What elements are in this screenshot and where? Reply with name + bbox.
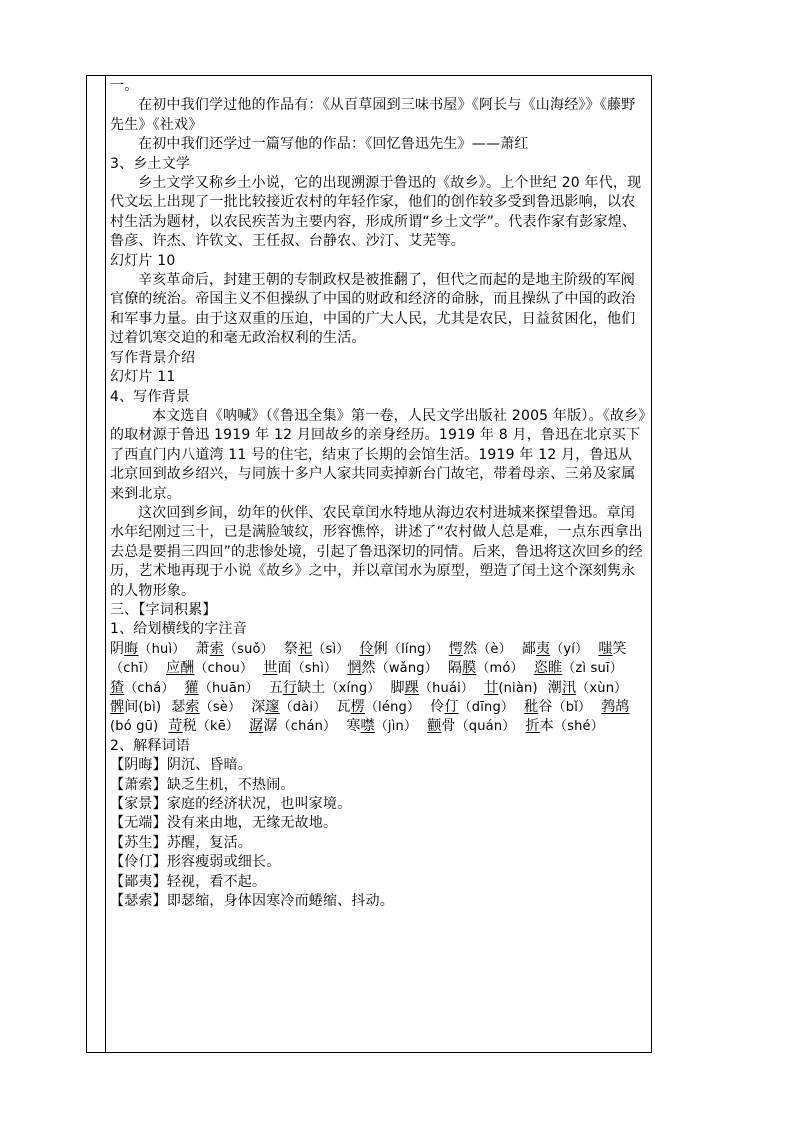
pinyin-reading: （dīng） — [458, 700, 515, 715]
pinyin-underlined-char: 颧 — [427, 718, 442, 735]
pinyin-underlined-char: 晦 — [124, 640, 139, 657]
pinyin-word-suffix: 谷 — [538, 699, 553, 715]
pinyin-reading: （suǒ） — [223, 641, 274, 657]
definition-text: 阴沉、昏暗。 — [166, 757, 253, 774]
pinyin-reading: （jìn） — [374, 719, 418, 735]
pinyin-reading: （sè） — [199, 700, 242, 715]
pinyin-reading: （huān） — [198, 680, 259, 696]
pinyin-underlined-char: 仃 — [444, 699, 459, 715]
definition-term: 【阴晦】 — [110, 757, 167, 774]
pinyin-reading: （sì） — [312, 641, 350, 657]
pinyin-item — [110, 699, 161, 715]
pinyin-item — [346, 718, 417, 734]
pinyin-item — [430, 699, 514, 715]
pinyin-item — [110, 641, 186, 657]
pinyin-underlined-char: 秕 — [524, 699, 539, 715]
definition-item — [110, 814, 646, 833]
pinyin-word-prefix: 五 — [268, 679, 283, 696]
text-paragraph: 本文选自《呐喊》（《鲁迅全集》第一卷，人民文学出版社 2005 年版）。《故乡》的取材源于鲁迅 1919 年 12 月回故乡的亲身经历。1919 年 8 月，鲁迅在北京买下了西直门内八道湾 11 号的住宅，结束了长期的会馆生活。1919 年 12 月，鲁迅从北京回到故乡绍兴，与同族十多户人家共同卖掉新台门故宅，带着母亲、三弟及家属来到北京。 — [110, 407, 646, 502]
section-heading: 2、解释词语 — [110, 737, 191, 754]
pinyin-underlined-char: 折 — [525, 718, 540, 735]
pinyin-item — [548, 680, 628, 696]
pinyin-word-suffix: 税 — [182, 718, 197, 735]
pinyin-underlined-char: 夷 — [536, 640, 551, 657]
section-heading: 4、写作背景 — [110, 388, 191, 405]
pinyin-reading: （huì） — [138, 641, 186, 657]
pinyin-word-suffix: 间 — [124, 699, 139, 715]
pinyin-word-suffix: 然 — [463, 640, 478, 657]
text-line: 写作背景介绍 — [110, 349, 196, 366]
pinyin-item — [168, 718, 239, 734]
pinyin-list — [110, 640, 646, 737]
pinyin-item — [449, 641, 512, 657]
pinyin-underlined-char: 楞 — [350, 699, 365, 715]
pinyin-underlined-char: 汛 — [561, 679, 577, 696]
pinyin-reading: （bǐ） — [552, 700, 592, 715]
pinyin-item — [249, 718, 336, 734]
pinyin-reading: （wǎng） — [375, 661, 438, 677]
pinyin-item — [390, 680, 474, 696]
pinyin-reading: （è） — [477, 641, 512, 657]
text-line: 在初中我们还学过一篇写他的作品：《回忆鲁迅先生》——萧红 — [138, 136, 529, 153]
text-paragraph: 辛亥革命后，封建王朝的专制政权是被推翻了，但代之而起的是地主阶级的军阀官僚的统治。帝国主义不但操纵了中国的财政和经济的命脉，而且操纵了中国的政治和军事力量。由于这双重的压迫，中国的广大人民，尤其是农民，日益贫困化，他们过着饥寒交迫的和毫无政治权利的生活。 — [110, 272, 636, 347]
pinyin-item — [263, 660, 337, 676]
pinyin-item — [251, 699, 326, 715]
pinyin-underlined-char: 獾 — [184, 679, 199, 696]
text-paragraph: 这次回到乡间，幼年的伙伴、农民章闰水特地从海边农村进城来探望鲁迅。章闰水年纪刚过三十，已是满脸皱纹，形容憔悴，讲述了“农村做人总是难，一点东西拿出去总是要捐三四回”的悲惨处境，引起了鲁迅深切的同情。后来，鲁迅将这次回乡的经历，艺术地再现于小说《故乡》之中，并以章闰水为原型，塑造了闰土这个深刻隽永的人物形象。 — [110, 504, 643, 599]
pinyin-reading: （quán） — [455, 719, 516, 735]
table-column-divider — [105, 76, 106, 1052]
pinyin-word-prefix: 瑟 — [171, 699, 186, 715]
pinyin-reading: （léng） — [364, 700, 421, 715]
pinyin-item — [448, 660, 524, 676]
pinyin-word-prefix: 深 — [251, 699, 266, 715]
pinyin-reading: (bì) — [138, 700, 162, 715]
pinyin-item — [524, 699, 591, 715]
definition-item — [110, 756, 646, 775]
pinyin-reading: （chá） — [124, 680, 175, 696]
pinyin-reading: （yí） — [550, 641, 589, 657]
pinyin-reading: （xíng） — [325, 680, 381, 696]
text-line: 幻灯片 11 — [110, 369, 176, 386]
definition-list — [110, 756, 646, 911]
pinyin-word-suffix: 骨 — [441, 718, 456, 735]
pinyin-word-prefix: 寒 — [346, 718, 361, 735]
pinyin-underlined-char: 潺 — [249, 718, 264, 735]
pinyin-item — [196, 641, 274, 657]
page-content — [110, 77, 646, 911]
pinyin-word-prefix: 伶 — [430, 699, 445, 715]
definition-term: 【伶仃】 — [110, 854, 167, 871]
pinyin-item — [284, 641, 350, 657]
definition-text: 形容瘦弱或细长。 — [166, 854, 281, 871]
definition-term: 【萧索】 — [110, 776, 167, 793]
pinyin-item — [484, 680, 538, 696]
pinyin-underlined-char: 嗤 — [598, 640, 613, 657]
pinyin-word-prefix: 隔 — [447, 660, 463, 677]
pinyin-word-prefix: 脚 — [390, 679, 405, 696]
pinyin-reading: （mó） — [476, 661, 524, 677]
pinyin-reading: (bó gū) — [110, 719, 159, 735]
pinyin-word-suffix: 然 — [361, 660, 376, 677]
pinyin-reading: （chou） — [194, 661, 254, 677]
pinyin-word-prefix: 鄙 — [521, 640, 537, 657]
definition-term: 【苏生】 — [110, 834, 167, 851]
pinyin-item — [269, 680, 381, 696]
pinyin-underlined-char: 恣睢 — [533, 660, 563, 677]
pinyin-word-suffix: 俐 — [373, 640, 388, 657]
definition-item — [110, 776, 646, 795]
pinyin-item — [534, 660, 623, 676]
pinyin-reading: （chán） — [277, 719, 337, 735]
section-heading: 3、乡土文学 — [110, 155, 191, 172]
pinyin-underlined-char: 猹 — [110, 679, 125, 696]
definition-text: 没有来由地，无缘无故地。 — [166, 815, 338, 832]
pinyin-underlined-char: 踝 — [404, 679, 419, 696]
pinyin-underlined-char: 髀 — [110, 699, 125, 715]
definition-item — [110, 795, 646, 814]
pinyin-word-prefix: 萧 — [195, 640, 210, 657]
pinyin-reading: （shé） — [553, 719, 604, 735]
pinyin-word-suffix: 面 — [277, 660, 292, 677]
pinyin-reading: (niàn) — [498, 680, 538, 696]
pinyin-underlined-char: 祀 — [298, 640, 313, 657]
pinyin-underlined-char: 苛 — [168, 718, 183, 735]
pinyin-word-suffix: 笑 — [612, 640, 627, 657]
text-line: 幻灯片 10 — [110, 252, 176, 269]
pinyin-underlined-char: 世 — [263, 660, 278, 677]
pinyin-reading: （kē） — [196, 719, 240, 735]
pinyin-item — [522, 641, 589, 657]
text-paragraph: 在初中我们学过他的作品有：《从百草园到三味书屋》《阿长与《山海经》》《藤野先生》《社戏》 — [110, 97, 636, 133]
pinyin-underlined-char: 膜 — [462, 660, 477, 677]
definition-item — [110, 853, 646, 872]
definition-text: 轻视，看不起。 — [166, 873, 267, 890]
pinyin-word-suffix: 潺 — [263, 718, 278, 735]
pinyin-word-suffix: 本 — [539, 718, 554, 735]
definition-term: 【无端】 — [110, 815, 167, 832]
definition-text: 家庭的经济状况，也叫家境。 — [166, 796, 352, 813]
pinyin-item — [526, 718, 604, 734]
pinyin-reading: （huái） — [418, 680, 475, 696]
pinyin-underlined-char: 惘 — [347, 660, 362, 677]
pinyin-item — [110, 680, 175, 696]
pinyin-word-suffix: 缺土 — [297, 679, 326, 696]
definition-item — [110, 892, 646, 911]
definition-term: 【瑟索】 — [110, 893, 167, 910]
pinyin-word-prefix: 阴 — [110, 640, 125, 657]
pinyin-reading: （zì suī） — [562, 661, 623, 677]
pinyin-reading: （dài） — [279, 700, 327, 715]
pinyin-item — [166, 660, 253, 676]
pinyin-underlined-char: 应酬 — [166, 660, 195, 677]
definition-text: 即瑟缩，身体因寒冷而蜷缩、抖动。 — [166, 893, 395, 910]
pinyin-word-prefix: 祭 — [283, 640, 299, 657]
pinyin-reading: （shì） — [291, 661, 338, 677]
pinyin-underlined-char: 索 — [209, 640, 224, 657]
pinyin-item — [336, 699, 420, 715]
pinyin-reading: （xùn） — [576, 680, 628, 696]
definition-term: 【家景】 — [110, 796, 167, 813]
pinyin-underlined-char: 鹁鸪 — [601, 699, 630, 715]
pinyin-reading: （líng） — [387, 641, 439, 657]
pinyin-underlined-char: 索 — [185, 699, 200, 715]
pinyin-word-prefix: 瓦 — [336, 699, 351, 715]
pinyin-underlined-char: 愕 — [448, 640, 463, 657]
definition-text: 苏醒，复活。 — [166, 834, 253, 851]
pinyin-reading: （chī） — [110, 661, 156, 677]
text-paragraph: 乡土文学又称乡土小说，它的出现溯源于鲁迅的《故乡》。上个世纪 20 年代，现代文坛上出现了一批比较接近农村的年轻作家，他们的创作较多受到鲁迅影响，以农村生活为题材，以农民疾苦为主要内容，形成所谓“乡土文学”。代表作家有彭家煌、鲁彦、许杰、许钦文、王任叔、台静农、沙汀、艾芜等。 — [110, 175, 642, 250]
section-heading: 1、给划横线的字注音 — [110, 621, 247, 638]
pinyin-underlined-char: 廿 — [484, 679, 499, 696]
text-line: 一。 — [110, 78, 139, 94]
definition-term: 【鄙夷】 — [110, 873, 167, 890]
pinyin-item — [171, 699, 241, 715]
section-heading: 三、【字词积累】 — [110, 601, 217, 618]
definition-item — [110, 873, 646, 892]
pinyin-underlined-char: 行 — [282, 679, 298, 696]
pinyin-item — [427, 718, 515, 734]
pinyin-underlined-char: 邃 — [265, 699, 280, 715]
pinyin-underlined-char: 伶 — [359, 640, 374, 657]
pinyin-word-prefix: 潮 — [547, 679, 562, 696]
pinyin-item — [347, 660, 438, 676]
pinyin-item — [185, 680, 259, 696]
pinyin-underlined-char: 噤 — [360, 718, 375, 735]
definition-item — [110, 834, 646, 853]
definition-text: 缺乏生机，不热闹。 — [166, 776, 295, 793]
pinyin-item — [359, 641, 438, 657]
